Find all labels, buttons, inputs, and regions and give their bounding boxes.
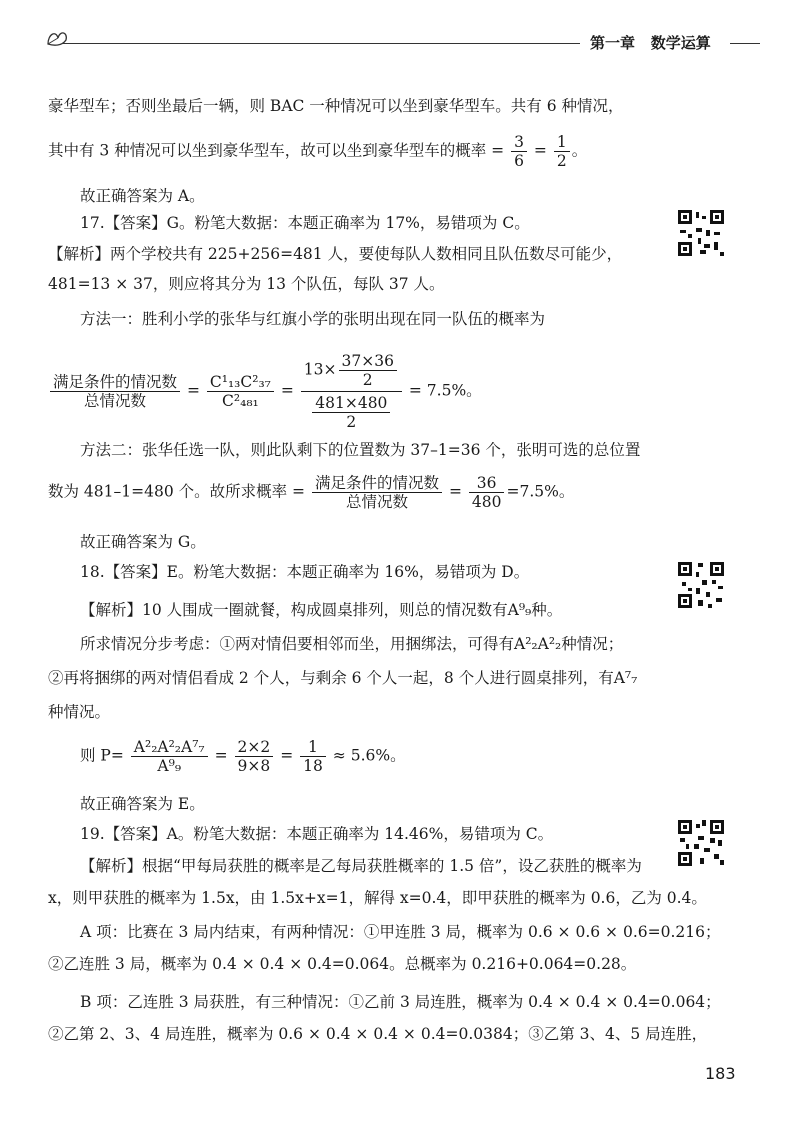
q19-option-a-2: ②乙连胜 3 局，概率为 0.4 × 0.4 × 0.4=0.064。总概率为 0.216+0.064=0.28。 <box>48 955 637 973</box>
q17-method-1: 方法一：胜利小学的张华与红旗小学的张明出现在同一队伍的概率为 <box>80 310 546 328</box>
qr-code-icon <box>676 818 726 868</box>
fraction-1-18: $\frac{1}{18}$ <box>300 738 326 775</box>
q17-final-answer: 故正确答案为 G。 <box>80 533 206 551</box>
text-line-probability: 其中有 3 种情况可以坐到豪华型车，故可以坐到豪华型车的概率 = $\frac{3}{6}$ = $\frac{1}{2}$ 。 <box>48 133 588 170</box>
q17-method-2a: 方法二：张华任选一队，则此队剩下的位置数为 37–1=36 个，张明可选的总位置 <box>80 441 641 459</box>
q17-answer-header: 17.【答案】G。粉笔大数据：本题正确率为 17%，易错项为 C。 <box>80 214 530 232</box>
header-rule-left <box>62 43 580 44</box>
fraction-conditions-2: $\frac{\text{满足条件的情况数}}{\text{总情况数}}$ <box>312 474 442 511</box>
q18-analysis-4: 种情况。 <box>48 703 111 721</box>
qr-code-q18[interactable] <box>676 560 726 610</box>
fraction-arrangements: $\frac{\text{A²₂A²₂A⁷₇}}{\text{A⁹₉}}$ <box>131 738 208 775</box>
q18-analysis-3: ②再将捆绑的两对情侣看成 2 个人，与剩余 6 个人一起，8 个人进行圆桌排列，有A⁷₇ <box>48 669 638 687</box>
q19-answer-header: 19.【答案】A。粉笔大数据：本题正确率为 14.46%，易错项为 C。 <box>80 825 554 843</box>
q18-analysis-1: 【解析】10 人围成一圈就餐，构成圆桌排列，则总的情况数有A⁹₉种。 <box>80 601 563 619</box>
q17-analysis-1: 【解析】两个学校共有 225+256=481 人，要使每队人数相同且队伍数尽可能少， <box>48 245 623 263</box>
q17-analysis-2: 481=13 × 37，则应将其分为 13 个队伍，每队 37 人。 <box>48 275 445 293</box>
q19-option-a-1: A 项：比赛在 3 局内结束，有两种情况：①甲连胜 3 局，概率为 0.6 × 0.6 × 0.6=0.216； <box>80 923 721 941</box>
text-line: 豪华型车；否则坐最后一辆，则 BAC 一种情况可以坐到豪华型车。共有 6 种情况， <box>48 97 624 115</box>
qr-code-icon <box>676 208 726 258</box>
q19-option-b-1: B 项：乙连胜 3 局获胜，有三种情况：①乙前 3 局连胜，概率为 0.4 × 0.4 × 0.4=0.064； <box>80 993 721 1011</box>
qr-code-icon <box>676 560 726 610</box>
answer-line: 故正确答案为 A。 <box>80 187 205 205</box>
leaf-logo-icon <box>44 28 70 50</box>
fraction-1-2: $\frac{1}{2}$ <box>554 133 570 170</box>
fraction-inner-num: $\frac{37\times 36}{2}$ <box>339 352 397 389</box>
fraction-36-480: $\frac{36}{480}$ <box>469 474 505 511</box>
q18-analysis-2: 所求情况分步考虑：①两对情侣要相邻而坐，用捆绑法，可得有A²₂A²₂种情况； <box>80 635 624 653</box>
fraction-3-6: $\frac{3}{6}$ <box>511 133 527 170</box>
q17-formula: $\frac{\text{满足条件的情况数}}{\text{总情况数}}$ = $\frac{\text{C¹₁₃C²₃₇}}{\text{C²₄₈₁}}$ = 13× $\frac{37\times 36}{2}$ $\frac{481\times 480}{2}$ = 7.5%。 <box>48 352 482 431</box>
q18-final-answer: 故正确答案为 E。 <box>80 795 205 813</box>
fraction-inner-den: $\frac{481\times 480}{2}$ <box>312 394 390 431</box>
q17-method-2b: 数为 481–1=480 个。故所求概率 = $\frac{\text{满足条件的情况数}}{\text{总情况数}}$ = $\frac{36}{480}$ =7.5%。 <box>48 474 575 511</box>
page-number: 183 <box>705 1064 736 1083</box>
fraction-big: 13× $\frac{37\times 36}{2}$ $\frac{481\times 480}{2}$ <box>301 352 402 431</box>
q18-formula: 则 P= $\frac{\text{A²₂A²₂A⁷₇}}{\text{A⁹₉}}$ = $\frac{2\times 2}{9\times 8}$ = $\frac{1}{18}$ ≈ 5.6%。 <box>80 738 406 775</box>
q18-answer-header: 18.【答案】E。粉笔大数据：本题正确率为 16%，易错项为 D。 <box>80 563 530 581</box>
q19-analysis-1: 【解析】根据“甲每局获胜的概率是乙每局获胜概率的 1.5 倍”，设乙获胜的概率为 <box>80 857 642 875</box>
qr-code-q17[interactable] <box>676 208 726 258</box>
q19-option-b-2: ②乙第 2、3、4 局连胜，概率为 0.6 × 0.4 × 0.4 × 0.4=0.0384；③乙第 3、4、5 局连胜， <box>48 1025 708 1043</box>
q19-analysis-2: x，则甲获胜的概率为 1.5x，由 1.5x+x=1，解得 x=0.4，即甲获胜的概率为 0.6，乙为 0.4。 <box>48 889 707 907</box>
chapter-title: 第一章 数学运算 <box>590 34 711 52</box>
fraction-2x2-9x8: $\frac{2\times 2}{9\times 8}$ <box>235 738 274 775</box>
fraction-conditions: $\frac{\text{满足条件的情况数}}{\text{总情况数}}$ <box>50 373 180 410</box>
fraction-combinations: $\frac{\text{C¹₁₃C²₃₇}}{\text{C²₄₈₁}}$ <box>207 373 274 410</box>
qr-code-q19[interactable] <box>676 818 726 868</box>
header-rule-right <box>730 43 760 44</box>
